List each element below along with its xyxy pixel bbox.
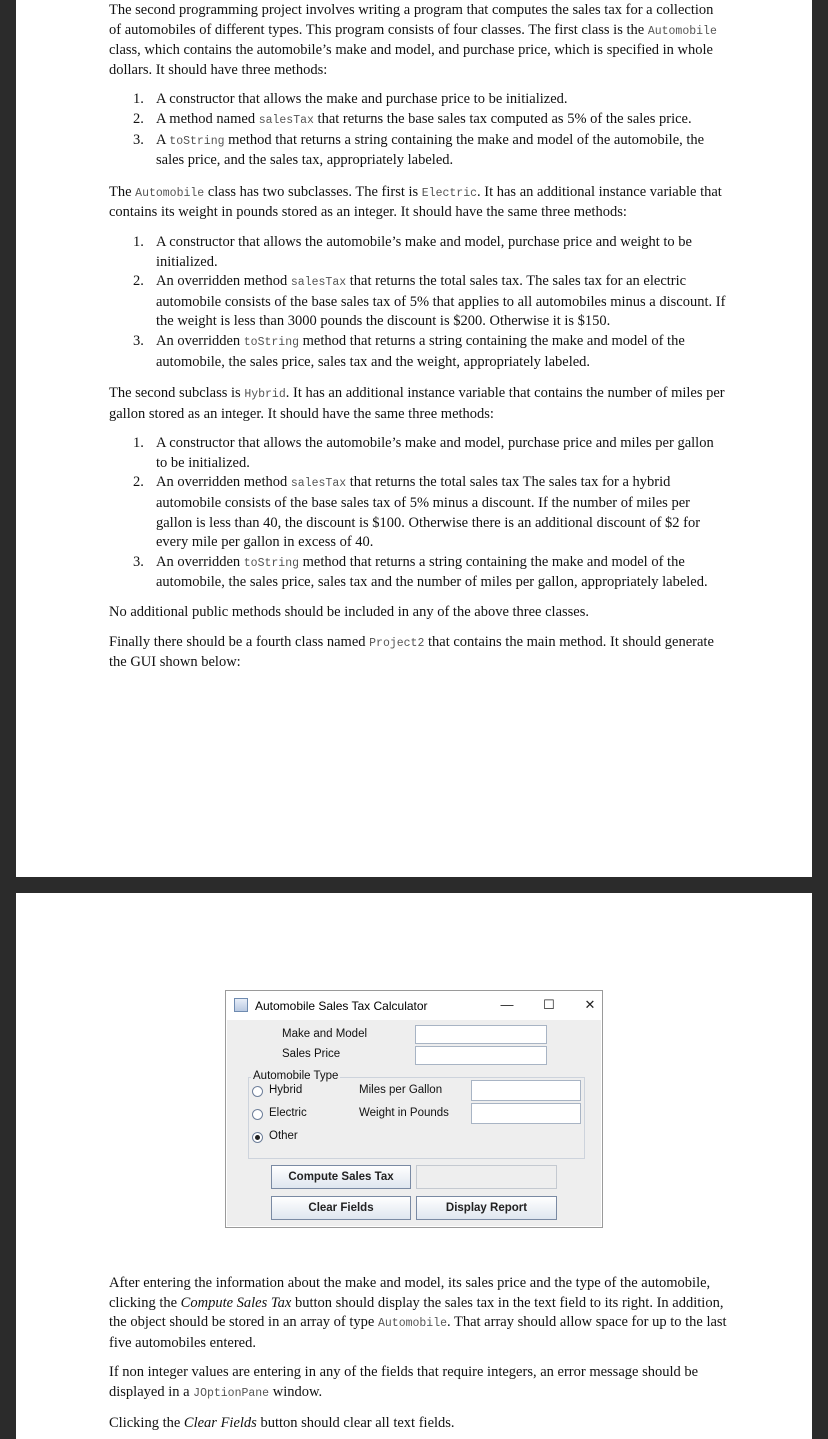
display-report-button[interactable]: Display Report — [416, 1196, 557, 1220]
list-item — [109, 332, 727, 372]
compute-sales-tax-button[interactable]: Compute Sales Tax — [271, 1165, 411, 1189]
electric-radio[interactable] — [252, 1109, 263, 1120]
text: An overridden — [156, 553, 244, 570]
list-number: 1. — [133, 435, 144, 452]
text: If non integer values are entering in any of the fields that require integers, an error message should be displayed in a — [109, 1364, 699, 1400]
app-window — [225, 990, 603, 1228]
text: An overridden method — [156, 474, 291, 491]
list-item — [109, 553, 727, 593]
other-radio[interactable] — [252, 1132, 263, 1143]
code-joptionpane: JOptionPane — [193, 1386, 270, 1400]
text: The second programming project involves writing a program that computes the sales tax for a collection of automobiles of different types. This program consists of four classes. The first class is the — [109, 2, 714, 38]
list-item — [109, 233, 727, 272]
miles-per-gallon-label: Miles per Gallon — [359, 1084, 443, 1096]
text: button should clear all text fields. — [256, 1414, 455, 1431]
hybrid-radio-label[interactable]: Hybrid — [269, 1084, 303, 1096]
clear-paragraph — [109, 1414, 727, 1434]
hybrid-paragraph — [109, 384, 727, 424]
maximize-icon[interactable]: ☐ — [543, 997, 555, 1012]
text: Clicking the — [109, 1414, 184, 1431]
text: method that returns a string containing the make and model of the automobile, the sales price, and the sales tax, appropriately labeled. — [156, 131, 705, 169]
text: A constructor that allows the automobile’s make and model, purchase price and miles per gallon to be initialized. — [156, 435, 714, 471]
clear-fields-emphasis: Clear Fields — [183, 1414, 257, 1431]
hybrid-radio[interactable] — [252, 1086, 263, 1097]
text: . That array should allow space for up to the last five automobiles entered. — [109, 1314, 727, 1351]
finally-paragraph — [109, 633, 727, 673]
code-electric: Electric — [421, 186, 478, 200]
java-app-icon — [234, 998, 248, 1012]
electric-radio-label[interactable]: Electric — [269, 1107, 307, 1119]
list-item — [109, 473, 727, 552]
text: A method named — [156, 110, 259, 127]
close-icon[interactable]: ✕ — [584, 997, 596, 1012]
electric-paragraph — [109, 183, 727, 223]
list-number: 3. — [133, 131, 144, 148]
text: method that returns a string containing the make and model of the automobile, the sales price, sales tax and the weight, appropriately labeled. — [156, 332, 685, 370]
no-public-methods-paragraph: No additional public methods should be included in any of the above three classes. — [109, 604, 589, 621]
list-number: 1. — [133, 233, 144, 250]
text: After entering the information about the make and model, its sales price and the type of the automobile, clicking the — [109, 1275, 711, 1311]
hybrid-methods-list — [109, 434, 727, 593]
title-bar[interactable] — [226, 991, 602, 1020]
miles-per-gallon-input[interactable] — [471, 1080, 581, 1101]
code-salestax: salesTax — [290, 276, 347, 290]
list-number: 2. — [133, 273, 144, 290]
list-number: 1. — [133, 91, 144, 108]
other-radio-label[interactable]: Other — [269, 1130, 298, 1142]
text: class has two subclasses. The first is — [204, 183, 422, 200]
code-automobile: Automobile — [135, 186, 205, 200]
intro-paragraph — [109, 1, 727, 80]
list-item — [109, 131, 727, 171]
window-title: Automobile Sales Tax Calculator — [255, 999, 428, 1013]
list-number: 3. — [133, 332, 144, 349]
text: that contains the main method. It should generate the GUI shown below: — [109, 633, 714, 671]
text: button should display the sales tax in the text field to its right. In addition, the object should be stored in an array of type — [109, 1294, 724, 1331]
code-hybrid: Hybrid — [244, 388, 286, 402]
code-salestax: salesTax — [290, 477, 347, 491]
list-number: 2. — [133, 474, 144, 491]
document-page-2 — [16, 893, 812, 1439]
electric-methods-list — [109, 233, 727, 372]
text: that returns the base sales tax computed as 5% of the sales price. — [313, 110, 692, 127]
text: A constructor that allows the make and purchase price to be initialized. — [156, 91, 568, 108]
text: method that returns a string containing the make and model of the automobile, the sales price, sales tax and the number of miles per gallon, appropriately labeled. — [156, 553, 708, 591]
text: class, which contains the automobile’s make and model, and purchase price, which is specified in whole dollars. It should have three methods: — [109, 42, 713, 78]
sales-tax-output — [416, 1165, 557, 1189]
text: . It has an additional instance variable that contains its weight in pounds stored as an integer. It should have the same three methods: — [109, 183, 722, 221]
text: A — [156, 131, 170, 148]
code-tostring: toString — [169, 134, 225, 148]
document-page-1 — [16, 0, 812, 877]
list-item — [109, 272, 727, 332]
text-block — [109, 1, 727, 673]
list-item — [109, 434, 727, 473]
text: The — [109, 183, 136, 200]
list-number: 3. — [133, 553, 144, 570]
text: A constructor that allows the automobile’s make and model, purchase price and weight to be initialized. — [156, 233, 692, 270]
make-model-label: Make and Model — [282, 1028, 368, 1040]
code-salestax: salesTax — [258, 113, 314, 127]
text: window. — [269, 1383, 323, 1400]
sales-price-label: Sales Price — [282, 1048, 341, 1060]
text-block — [109, 1274, 727, 1433]
text: that returns the total sales tax. The sales tax for an electric automobile consists of the base sales tax of 5% that applies to all automobiles minus a discount. If the weight is less than 3000 pounds the discount is $200. Otherwise it is $150. — [156, 273, 726, 330]
weight-input[interactable] — [471, 1103, 581, 1124]
sales-price-input[interactable] — [415, 1046, 547, 1065]
list-item — [109, 110, 727, 131]
weight-in-pounds-label: Weight in Pounds — [359, 1107, 449, 1119]
make-model-input[interactable] — [415, 1025, 547, 1044]
text: An overridden — [156, 332, 244, 349]
non-integer-paragraph — [109, 1363, 727, 1403]
compute-sales-tax-emphasis: Compute Sales Tax — [180, 1294, 292, 1311]
text: . It has an additional instance variable that contains the number of miles per gallon stored as an integer. It should have the same three methods: — [109, 385, 725, 422]
after-paragraph — [109, 1274, 727, 1353]
clear-fields-button[interactable]: Clear Fields — [271, 1196, 411, 1220]
window-content — [227, 1020, 601, 1226]
list-item — [109, 90, 727, 110]
text: The second subclass is — [109, 385, 245, 402]
text: Finally there should be a fourth class named — [109, 633, 370, 650]
minimize-icon[interactable]: — — [500, 997, 514, 1012]
list-number: 2. — [133, 110, 144, 127]
code-tostring: toString — [243, 335, 299, 349]
code-automobile: Automobile — [647, 24, 717, 38]
code-project2: Project2 — [369, 636, 425, 650]
text: that returns the total sales tax The sales tax for a hybrid automobile consists of the base sales tax of 5% minus a discount. If the number of miles per gallon is less than 40, the discount is $100. Otherwise there is an additional discount of $2 for every mile per gallon in excess of 40. — [156, 474, 701, 551]
automobile-type-title: Automobile Type — [253, 1070, 339, 1082]
automobile-methods-list — [109, 90, 727, 170]
text: An overridden method — [156, 273, 291, 290]
code-tostring: toString — [243, 556, 299, 570]
code-automobile: Automobile — [377, 1317, 447, 1331]
